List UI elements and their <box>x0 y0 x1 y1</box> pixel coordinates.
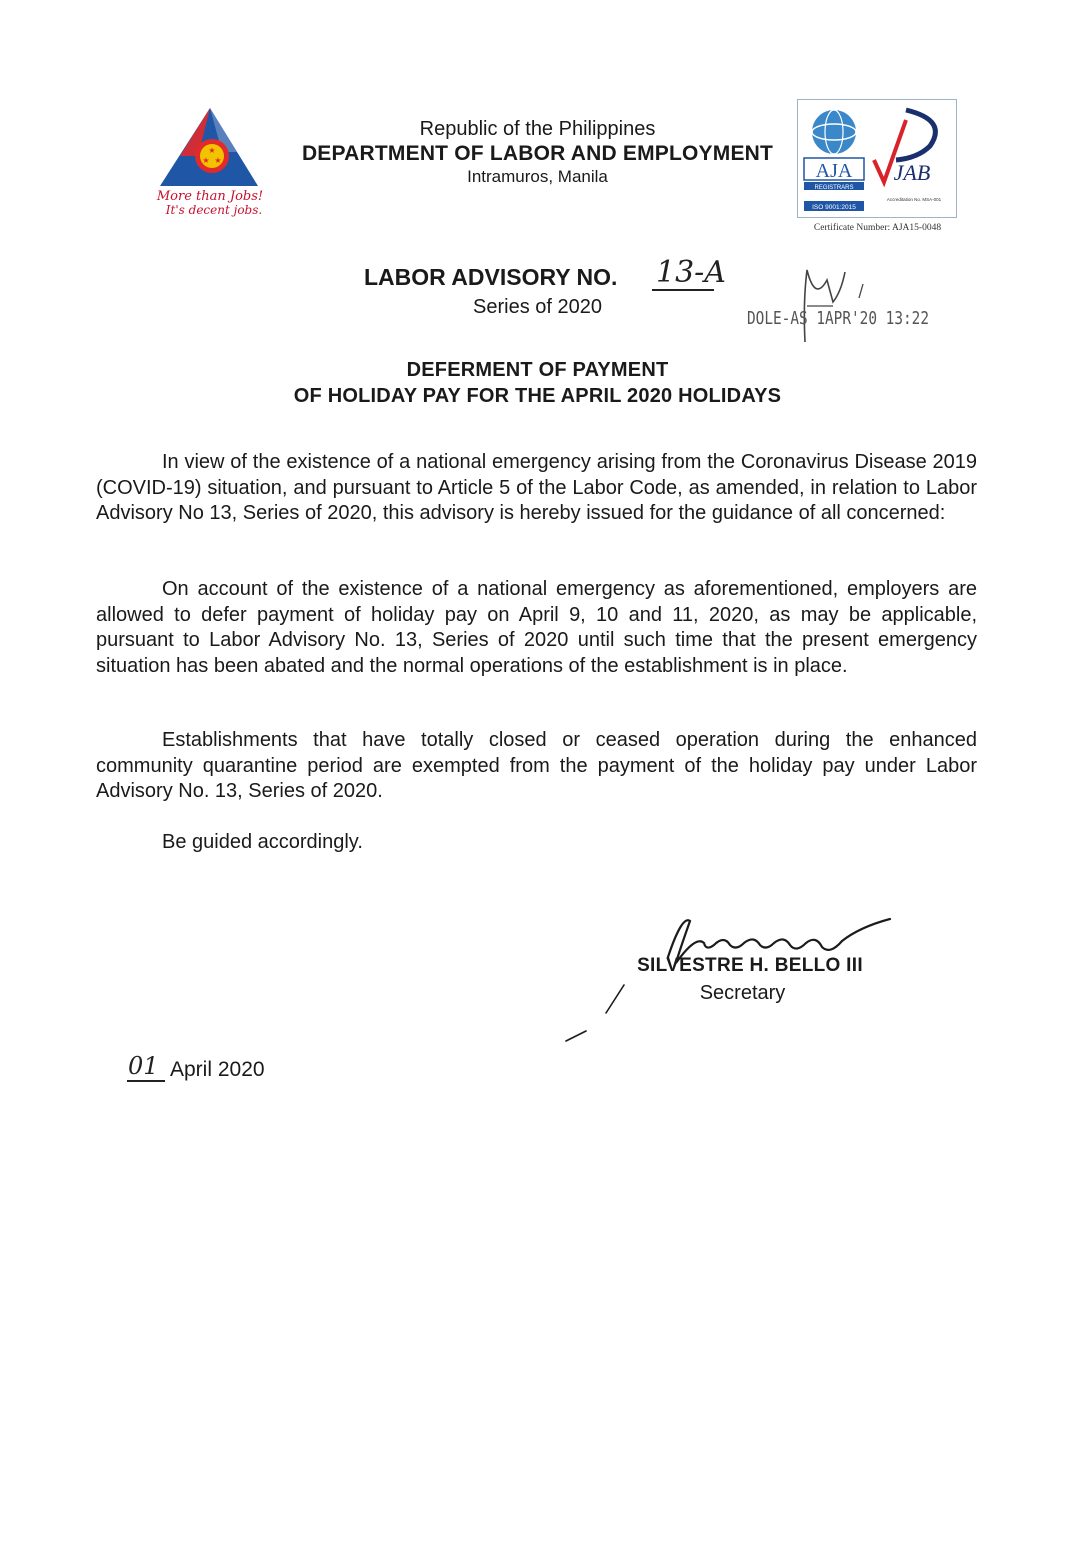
logo-tagline-1: More than Jobs! <box>156 189 264 204</box>
date-text: April 2020 <box>170 1058 265 1081</box>
body-paragraph-2: On account of the existence of a national emergency as aforementioned, employers are allowed to defer payment of holiday pay on April 9, 10 and 11, 2020, as may be applicable, pursuant to Labor Advisory No. 13, Series of 2020 until such time that the present emergency situation has been abated and the normal operations of the establishment is in place. <box>96 578 977 677</box>
signatory-name: SILVESTRE H. BELLO III <box>637 955 863 976</box>
cert-aja-text: AJA <box>815 160 853 182</box>
cert-registrars-text: REGISTRARS <box>814 185 854 191</box>
subject-line-1: DEFERMENT OF PAYMENT <box>406 359 669 381</box>
advisory-number-handwritten <box>650 252 728 294</box>
body-paragraph-1: In view of the existence of a national emergency arising from the Coronavirus Disease 2019 (COVID-19) situation, and pursuant to Article 5 of the Labor Code, as amended, in relation to Labor Advisory No 13, Series of 2020, this advisory is hereby issued for the guidance of all concerned: <box>96 451 977 524</box>
body-paragraph-4: Be guided accordingly. <box>162 831 363 853</box>
header-republic: Republic of the Philippines <box>419 118 656 140</box>
logo-tagline-2: It's decent jobs. <box>165 203 263 217</box>
signature-icon <box>560 905 900 1045</box>
stamp-text: DOLE-AS 1APR'20 13:22 <box>747 308 929 329</box>
advisory-number-text: 13-A <box>656 255 726 290</box>
header-location: Intramuros, Manila <box>467 167 608 186</box>
advisory-title: LABOR ADVISORY NO. <box>364 264 618 290</box>
svg-text:★: ★ <box>214 156 222 165</box>
body-paragraph-3: Establishments that have totally closed or ceased operation during the enhanced community quarantine period are exempted from the payment of the holiday pay under Labor Advisory No. 13, Series of 2020. <box>96 729 977 802</box>
cert-iso-text: ISO 9001:2015 <box>812 204 856 211</box>
subject-line-2: OF HOLIDAY PAY FOR THE APRIL 2020 HOLIDAYS <box>293 385 782 407</box>
cert-accreditation-text: Accreditation No. MSA-001 <box>886 197 942 202</box>
date-day-handwritten <box>125 1050 167 1086</box>
advisory-series: Series of 2020 <box>473 296 602 318</box>
signatory-title: Secretary <box>699 982 786 1004</box>
date-day-text: 01 <box>128 1052 159 1080</box>
dole-logo <box>140 104 275 224</box>
cert-jab-text: JAB <box>893 160 931 185</box>
svg-text:★: ★ <box>208 146 216 155</box>
header-department: DEPARTMENT OF LABOR AND EMPLOYMENT <box>301 142 774 165</box>
svg-text:★: ★ <box>202 156 210 165</box>
received-stamp <box>745 262 945 348</box>
certification-logo <box>797 99 957 218</box>
certificate-number: Certificate Number: AJA15-0048 <box>813 223 942 233</box>
